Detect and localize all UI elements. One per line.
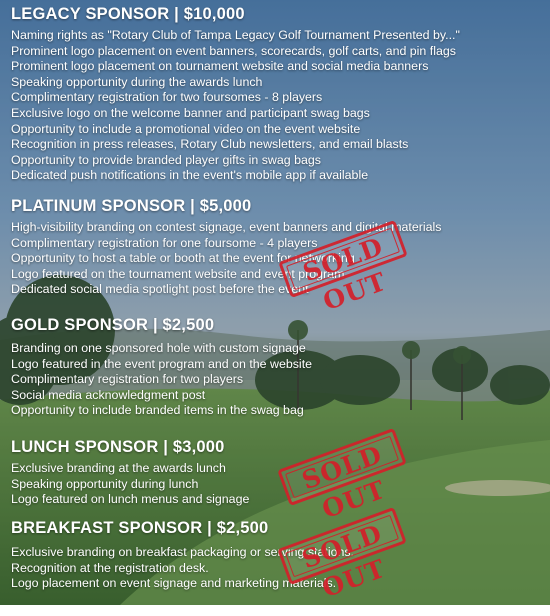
benefit-item: Logo placement on event signage and marketing materials. — [11, 576, 337, 591]
benefit-item: Complimentary registration for two players — [11, 372, 244, 387]
benefit-item: Speaking opportunity during the awards lunch — [11, 74, 263, 89]
tier-title: BREAKFAST SPONSOR | $2,500 — [11, 519, 269, 537]
benefit-item: High-visibility branding on contest signage, event banners and digital materials — [11, 220, 442, 234]
tier-legacy — [11, 4, 541, 184]
benefit-list — [11, 28, 541, 184]
benefit-item: Logo featured in the event program and on the website — [11, 356, 313, 371]
benefit-item: Complimentary registration for one foursome - 4 players — [11, 235, 318, 250]
tier-breakfast — [11, 518, 541, 592]
benefit-item: Exclusive branding at the awards lunch — [11, 461, 226, 475]
tier-platinum — [11, 196, 541, 298]
benefit-item: Branding on one sponsored hole with custom signage — [11, 341, 306, 355]
sold-out-stamp-breakfast: SOLD OUT — [277, 507, 407, 585]
benefit-item: Naming rights as "Rotary Club of Tampa Legacy Golf Tournament Presented by..." — [11, 28, 460, 42]
tier-lunch — [11, 437, 541, 508]
sold-out-stamp-platinum: SOLD OUT — [278, 220, 408, 298]
benefit-list — [11, 545, 541, 592]
benefit-item: Logo featured on the tournament website and event program — [11, 266, 345, 281]
benefit-item: Social media acknowledgment post — [11, 387, 206, 402]
benefit-item: Recognition in press releases, Rotary Club newsletters, and email blasts — [11, 137, 409, 152]
benefit-item: Exclusive branding on breakfast packaging or serving stations. — [11, 545, 354, 559]
benefit-list — [11, 220, 541, 298]
benefit-item: Exclusive logo on the welcome banner and participant swag bags — [11, 105, 370, 120]
benefit-item: Dedicated push notifications in the event's mobile app if available — [11, 168, 369, 183]
tier-title: LEGACY SPONSOR | $10,000 — [11, 5, 245, 23]
benefit-item: Speaking opportunity during lunch — [11, 476, 199, 491]
benefit-item: Opportunity to provide branded player gifts in swag bags — [11, 152, 321, 167]
benefit-item: Opportunity to include branded items in the swag bag — [11, 403, 304, 418]
benefit-list — [11, 341, 541, 419]
benefit-list — [11, 461, 541, 508]
benefit-item: Opportunity to include a promotional video on the event website — [11, 121, 361, 136]
tier-title: LUNCH SPONSOR | $3,000 — [11, 438, 225, 456]
benefit-item: Prominent logo placement on event banners, scorecards, golf carts, and pin flags — [11, 43, 456, 58]
benefit-item: Opportunity to host a table or booth at the event for networking — [11, 251, 355, 266]
benefit-item: Prominent logo placement on tournament website and social media banners — [11, 59, 429, 74]
benefit-item: Dedicated social media spotlight post before the event — [11, 282, 309, 297]
tier-gold — [11, 315, 541, 419]
benefit-item: Logo featured on lunch menus and signage — [11, 492, 250, 507]
tier-title: GOLD SPONSOR | $2,500 — [11, 316, 215, 334]
sold-out-stamp-lunch: SOLD OUT — [277, 428, 407, 506]
benefit-item: Recognition at the registration desk. — [11, 560, 209, 575]
benefit-item: Complimentary registration for two foursomes - 8 players — [11, 90, 323, 105]
tier-title: PLATINUM SPONSOR | $5,000 — [11, 197, 252, 215]
